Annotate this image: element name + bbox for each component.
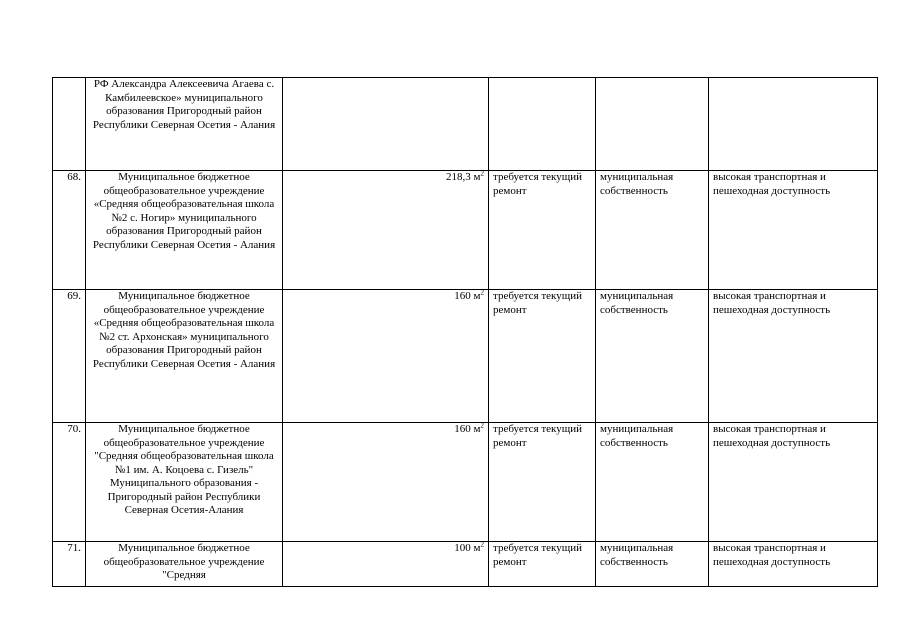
ownership-cell: муниципальная собственность [596, 423, 709, 542]
condition-cell: требуется текущий ремонт [489, 542, 596, 587]
condition-cell: требуется текущий ремонт [489, 171, 596, 290]
institution-name: Муниципальное бюджетное общеобразовательное учреждение "Средняя [86, 542, 283, 587]
condition-cell [489, 78, 596, 171]
accessibility-cell [709, 78, 878, 171]
area-cell [283, 423, 489, 542]
condition-cell: требуется текущий ремонт [489, 290, 596, 423]
table-row [53, 171, 878, 290]
ownership-cell: муниципальная собственность [596, 542, 709, 587]
table-row [53, 290, 878, 423]
area-cell [283, 78, 489, 171]
row-number: 69. [53, 290, 86, 423]
area-unit-exponent: 2 [480, 170, 484, 178]
area-unit: м [473, 542, 481, 554]
area-cell [283, 171, 489, 290]
institution-name: РФ Александра Алексеевича Агаева с. Камбилеевское» муниципального образования Пригородный район Республики Северная Осетия - Алания [86, 78, 283, 171]
accessibility-cell: высокая транспортная и пешеходная доступность [709, 171, 878, 290]
area-unit-exponent: 2 [480, 289, 484, 297]
row-number: 70. [53, 423, 86, 542]
area-unit: м [473, 290, 481, 302]
row-number: 68. [53, 171, 86, 290]
ownership-cell: муниципальная собственность [596, 290, 709, 423]
facilities-table [52, 77, 878, 587]
area-cell [283, 542, 489, 587]
area-value: 160 [454, 290, 471, 302]
area-unit: м [473, 171, 481, 183]
accessibility-cell: высокая транспортная и пешеходная доступность [709, 542, 878, 587]
row-number: 71. [53, 542, 86, 587]
area-value: 218,3 [446, 171, 471, 183]
area-value: 100 [454, 542, 471, 554]
condition-cell: требуется текущий ремонт [489, 423, 596, 542]
accessibility-cell: высокая транспортная и пешеходная доступность [709, 290, 878, 423]
table-row [53, 78, 878, 171]
ownership-cell [596, 78, 709, 171]
area-unit-exponent: 2 [480, 541, 484, 549]
table-row [53, 542, 878, 587]
institution-name: Муниципальное бюджетное общеобразовательное учреждение «Средняя общеобразовательная школа №2 с. Ногир» муниципального образования Пригородный район Республики Северная Осетия - Алания [86, 171, 283, 290]
row-number [53, 78, 86, 171]
accessibility-cell: высокая транспортная и пешеходная доступность [709, 423, 878, 542]
ownership-cell: муниципальная собственность [596, 171, 709, 290]
area-unit-exponent: 2 [480, 422, 484, 430]
area-unit: м [473, 423, 481, 435]
area-cell [283, 290, 489, 423]
institution-name: Муниципальное бюджетное общеобразовательное учреждение «Средняя общеобразовательная школа №2 ст. Архонская» муниципального образования Пригородный район Республики Северная Осетия - Алания [86, 290, 283, 423]
area-value: 160 [454, 423, 471, 435]
institution-name: Муниципальное бюджетное общеобразовательное учреждение "Средняя общеобразовательная школа №1 им. А. Коцоева с. Гизель" Муниципального образования - Пригородный район Республики Северная Осетия-Алания [86, 423, 283, 542]
table-row [53, 423, 878, 542]
